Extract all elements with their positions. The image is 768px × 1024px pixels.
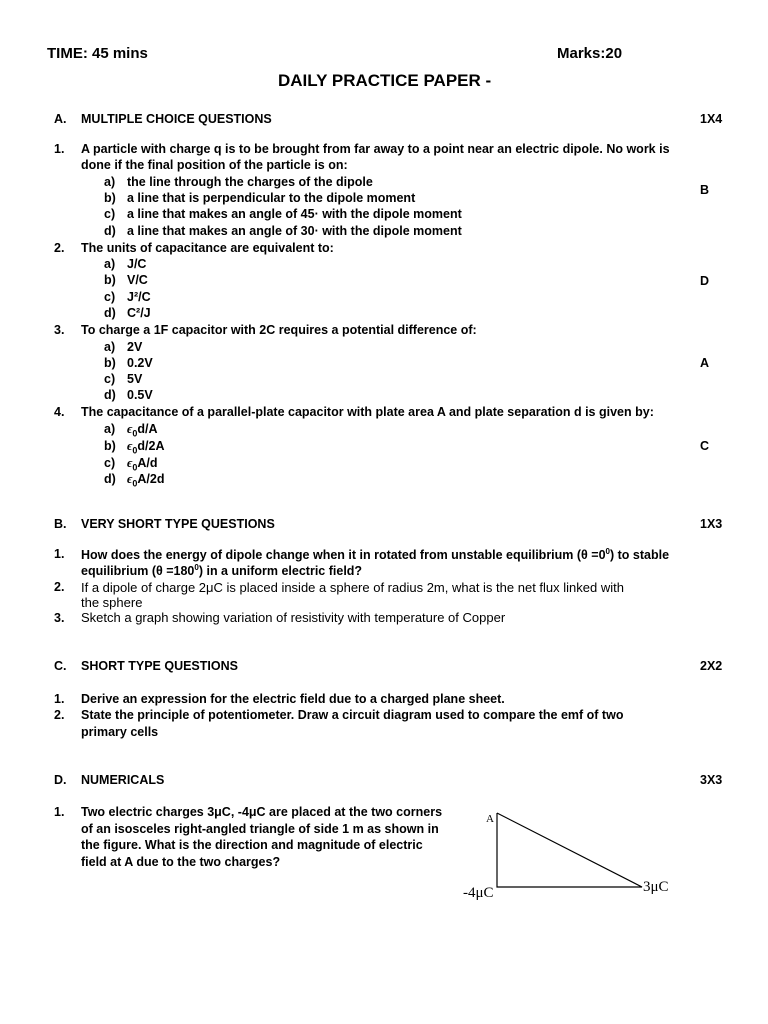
epsilon-symbol: ϵ [127,456,133,470]
option-label: d) [104,224,116,238]
right-charge-label: 3μC [643,879,669,895]
option-label: c) [104,290,116,304]
option-value: A/2d [137,472,165,486]
question-text: Two electric charges 3μC, -4μC are placed at the two corners [81,805,443,819]
answer-key: A [700,356,710,370]
option-text: J/C [127,257,147,271]
section-d-letter: D. [54,773,67,787]
triangle-figure [455,800,695,910]
option-value: A/d [137,456,158,470]
epsilon-subscript: 0 [132,428,138,439]
section-d-title: NUMERICALS [81,773,165,787]
option-text: C²/J [127,306,151,320]
epsilon-symbol: ϵ [127,472,133,486]
option-text: 0.2V [127,356,153,370]
section-a-marks: 1X4 [700,112,723,126]
vertex-a-label: A [486,813,494,825]
option-text: V/C [127,273,148,287]
option-label: b) [104,356,116,370]
question-number: 1. [54,547,65,561]
answer-key: C [700,439,710,453]
option-label: a) [104,422,116,436]
option-text [127,422,158,439]
question-text-part: equilibrium (θ =180 [81,564,195,579]
option-text: a line that makes an angle of 30· with the dipole moment [127,224,462,238]
epsilon-symbol: ϵ [127,422,133,436]
question-text: State the principle of potentiometer. Draw a circuit diagram used to compare the emf of two [81,708,624,722]
question-number: 1. [54,692,65,706]
section-c-title: SHORT TYPE QUESTIONS [81,659,238,673]
question-text: The units of capacitance are equivalent to: [81,241,334,255]
section-b-title: VERY SHORT TYPE QUESTIONS [81,517,275,531]
epsilon-subscript: 0 [132,478,138,489]
question-text: If a dipole of charge 2μC is placed inside a sphere of radius 2m, what is the net flux linked with [81,580,624,595]
option-text: J²/C [127,290,151,304]
question-text: field at A due to the two charges? [81,855,281,869]
option-label: b) [104,439,116,453]
section-c-letter: C. [54,659,67,673]
superscript: 0 [605,547,610,556]
section-a-title: MULTIPLE CHOICE QUESTIONS [81,112,272,126]
question-number: 1. [54,142,65,156]
epsilon-subscript: 0 [132,445,138,456]
option-label: d) [104,472,116,486]
answer-key: D [700,274,710,288]
question-text: Derive an expression for the electric field due to a charged plane sheet. [81,692,505,706]
section-a-letter: A. [54,112,67,126]
question-number: 2. [54,580,65,594]
question-text-part: ) in a uniform electric field? [198,564,363,579]
question-text: the sphere [81,595,143,610]
question-number: 4. [54,405,65,419]
question-number: 1. [54,805,65,819]
epsilon-symbol: ϵ [127,439,133,453]
option-text [127,439,165,456]
superscript: 0 [194,563,199,572]
triangle-outline [497,813,642,887]
option-label: b) [104,191,116,205]
question-text-part: ) to stable [609,548,670,563]
option-text: 5V [127,372,143,386]
option-text [127,472,165,489]
question-number: 3. [54,611,65,625]
option-label: a) [104,340,116,354]
question-text: To charge a 1F capacitor with 2C requires a potential difference of: [81,323,477,337]
section-b-marks: 1X3 [700,517,723,531]
question-text: primary cells [81,725,159,739]
question-text [81,563,362,578]
option-label: d) [104,388,116,402]
marks-label: Marks:20 [557,45,623,62]
question-number: 2. [54,708,65,722]
option-value: d/2A [137,439,165,453]
option-value: d/A [137,422,158,436]
question-number: 3. [54,323,65,337]
left-charge-label: -4μC [463,885,494,901]
option-label: a) [104,175,116,189]
section-b-letter: B. [54,517,67,531]
option-label: d) [104,306,116,320]
question-text: of an isosceles right-angled triangle of side 1 m as shown in [81,822,439,836]
option-label: c) [104,207,116,221]
option-text [127,456,158,473]
option-label: c) [104,372,116,386]
question-text [81,547,669,562]
epsilon-subscript: 0 [132,462,138,473]
question-text: The capacitance of a parallel-plate capacitor with plate area A and plate separation d is given by: [81,405,654,419]
page-title: DAILY PRACTICE PAPER - [278,71,492,90]
question-text: done if the final position of the particle is on: [81,158,348,172]
option-text: 0.5V [127,388,153,402]
answer-key: B [700,183,710,197]
question-number: 2. [54,241,65,255]
section-d-marks: 3X3 [700,773,723,787]
question-text: the figure. What is the direction and magnitude of electric [81,838,423,852]
section-c-marks: 2X2 [700,659,723,673]
option-text: a line that is perpendicular to the dipole moment [127,191,416,205]
question-text: Sketch a graph showing variation of resistivity with temperature of Copper [81,610,506,625]
option-text: 2V [127,340,143,354]
option-label: c) [104,456,116,470]
option-label: b) [104,273,116,287]
question-text: A particle with charge q is to be brought from far away to a point near an electric dipole. No work is [81,142,670,156]
question-text-part: How does the energy of dipole change when it in rotated from unstable equilibrium (θ =0 [81,548,606,563]
time-label: TIME: 45 mins [47,45,148,62]
option-label: a) [104,257,116,271]
option-text: a line that makes an angle of 45· with the dipole moment [127,207,462,221]
option-text: the line through the charges of the dipole [127,175,373,189]
